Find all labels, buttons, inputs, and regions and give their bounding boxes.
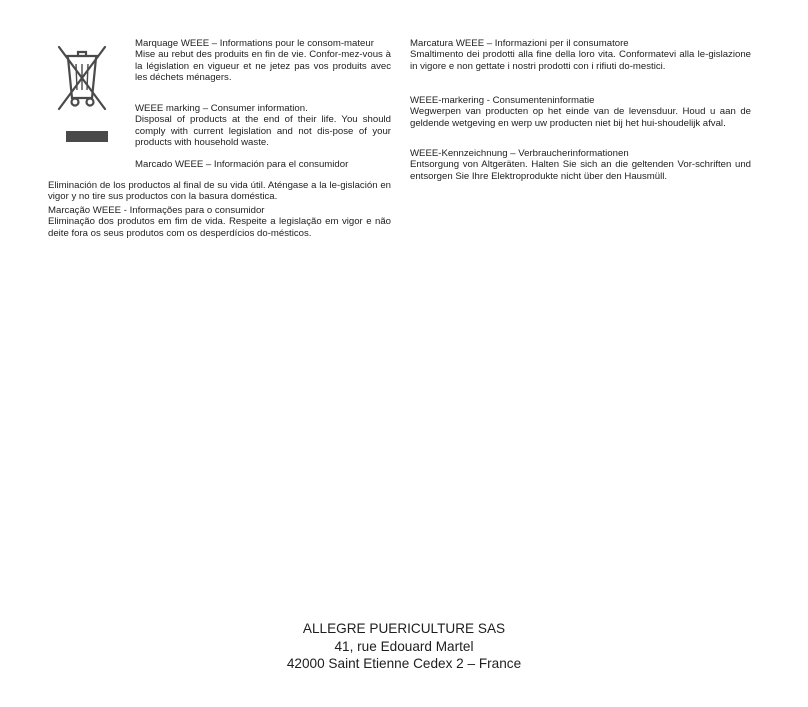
section-title: WEEE-Kennzeichnung – Verbraucherinformationen [410,148,629,159]
company-city: 42000 Saint Etienne Cedex 2 – France [286,656,522,671]
section-it [410,38,751,72]
section-body: Smaltimento dei prodotti alla fine della loro vita. Conformatevi alla le-gislazione in vigore e non gettate i nostri prodotti con i rifiuti do-mestici. [410,49,751,72]
section-es-title [135,159,391,170]
company-address [0,620,808,673]
section-title: Marquage WEEE – Informations pour le consom-mateur [135,38,374,49]
section-body: Eliminación de los productos al final de su vida útil. Aténgase a la le-gislación en vigor y no tire sus productos con la basura doméstica. [48,179,391,202]
company-name: ALLEGRE PUERICULTURE SAS [302,621,506,636]
section-title: Marcado WEEE – Información para el consumidor [135,159,349,170]
section-pt [48,205,391,239]
crossed-out-wheelie-bin-icon [56,44,108,112]
company-street: 41, rue Edouard Martel [334,638,474,654]
section-fr [135,38,391,84]
section-body: Eliminação dos produtos em fim de vida. Respeite a legislação em vigor e não deite fora os seus produtos com os desperdícios do-mésticos. [48,216,391,239]
section-title: WEEE marking – Consumer information. [135,103,308,114]
section-body: Mise au rebut des produits en fin de vie. Confor-mez-vous à la législation en vigueur et ne jetez pas vos produits avec les déchets ménagers. [135,49,391,84]
section-title: Marcatura WEEE – Informazioni per il consumatore [410,38,629,49]
section-body: Entsorgung von Altgeräten. Halten Sie sich an die geltenden Vor-schriften und entsorgen Sie Ihre Elektroprodukte nicht über den Hausmüll. [410,159,751,182]
section-nl [410,95,751,129]
section-title: WEEE-markering - Consumenteninformatie [410,95,595,106]
section-body: Disposal of products at the end of their life. You should comply with current legislation and not dis-pose of your products with household waste. [135,114,391,149]
section-de [410,148,751,182]
section-body: Wegwerpen van producten op het einde van de levensduur. Houd u aan de geldende wetgeving en werp uw producten niet bij het hui-shoudelijk afval. [410,106,751,129]
section-en [135,103,391,149]
section-title: Marcação WEEE - Informações para o consumidor [48,205,265,216]
weee-marking-bar [66,131,108,142]
